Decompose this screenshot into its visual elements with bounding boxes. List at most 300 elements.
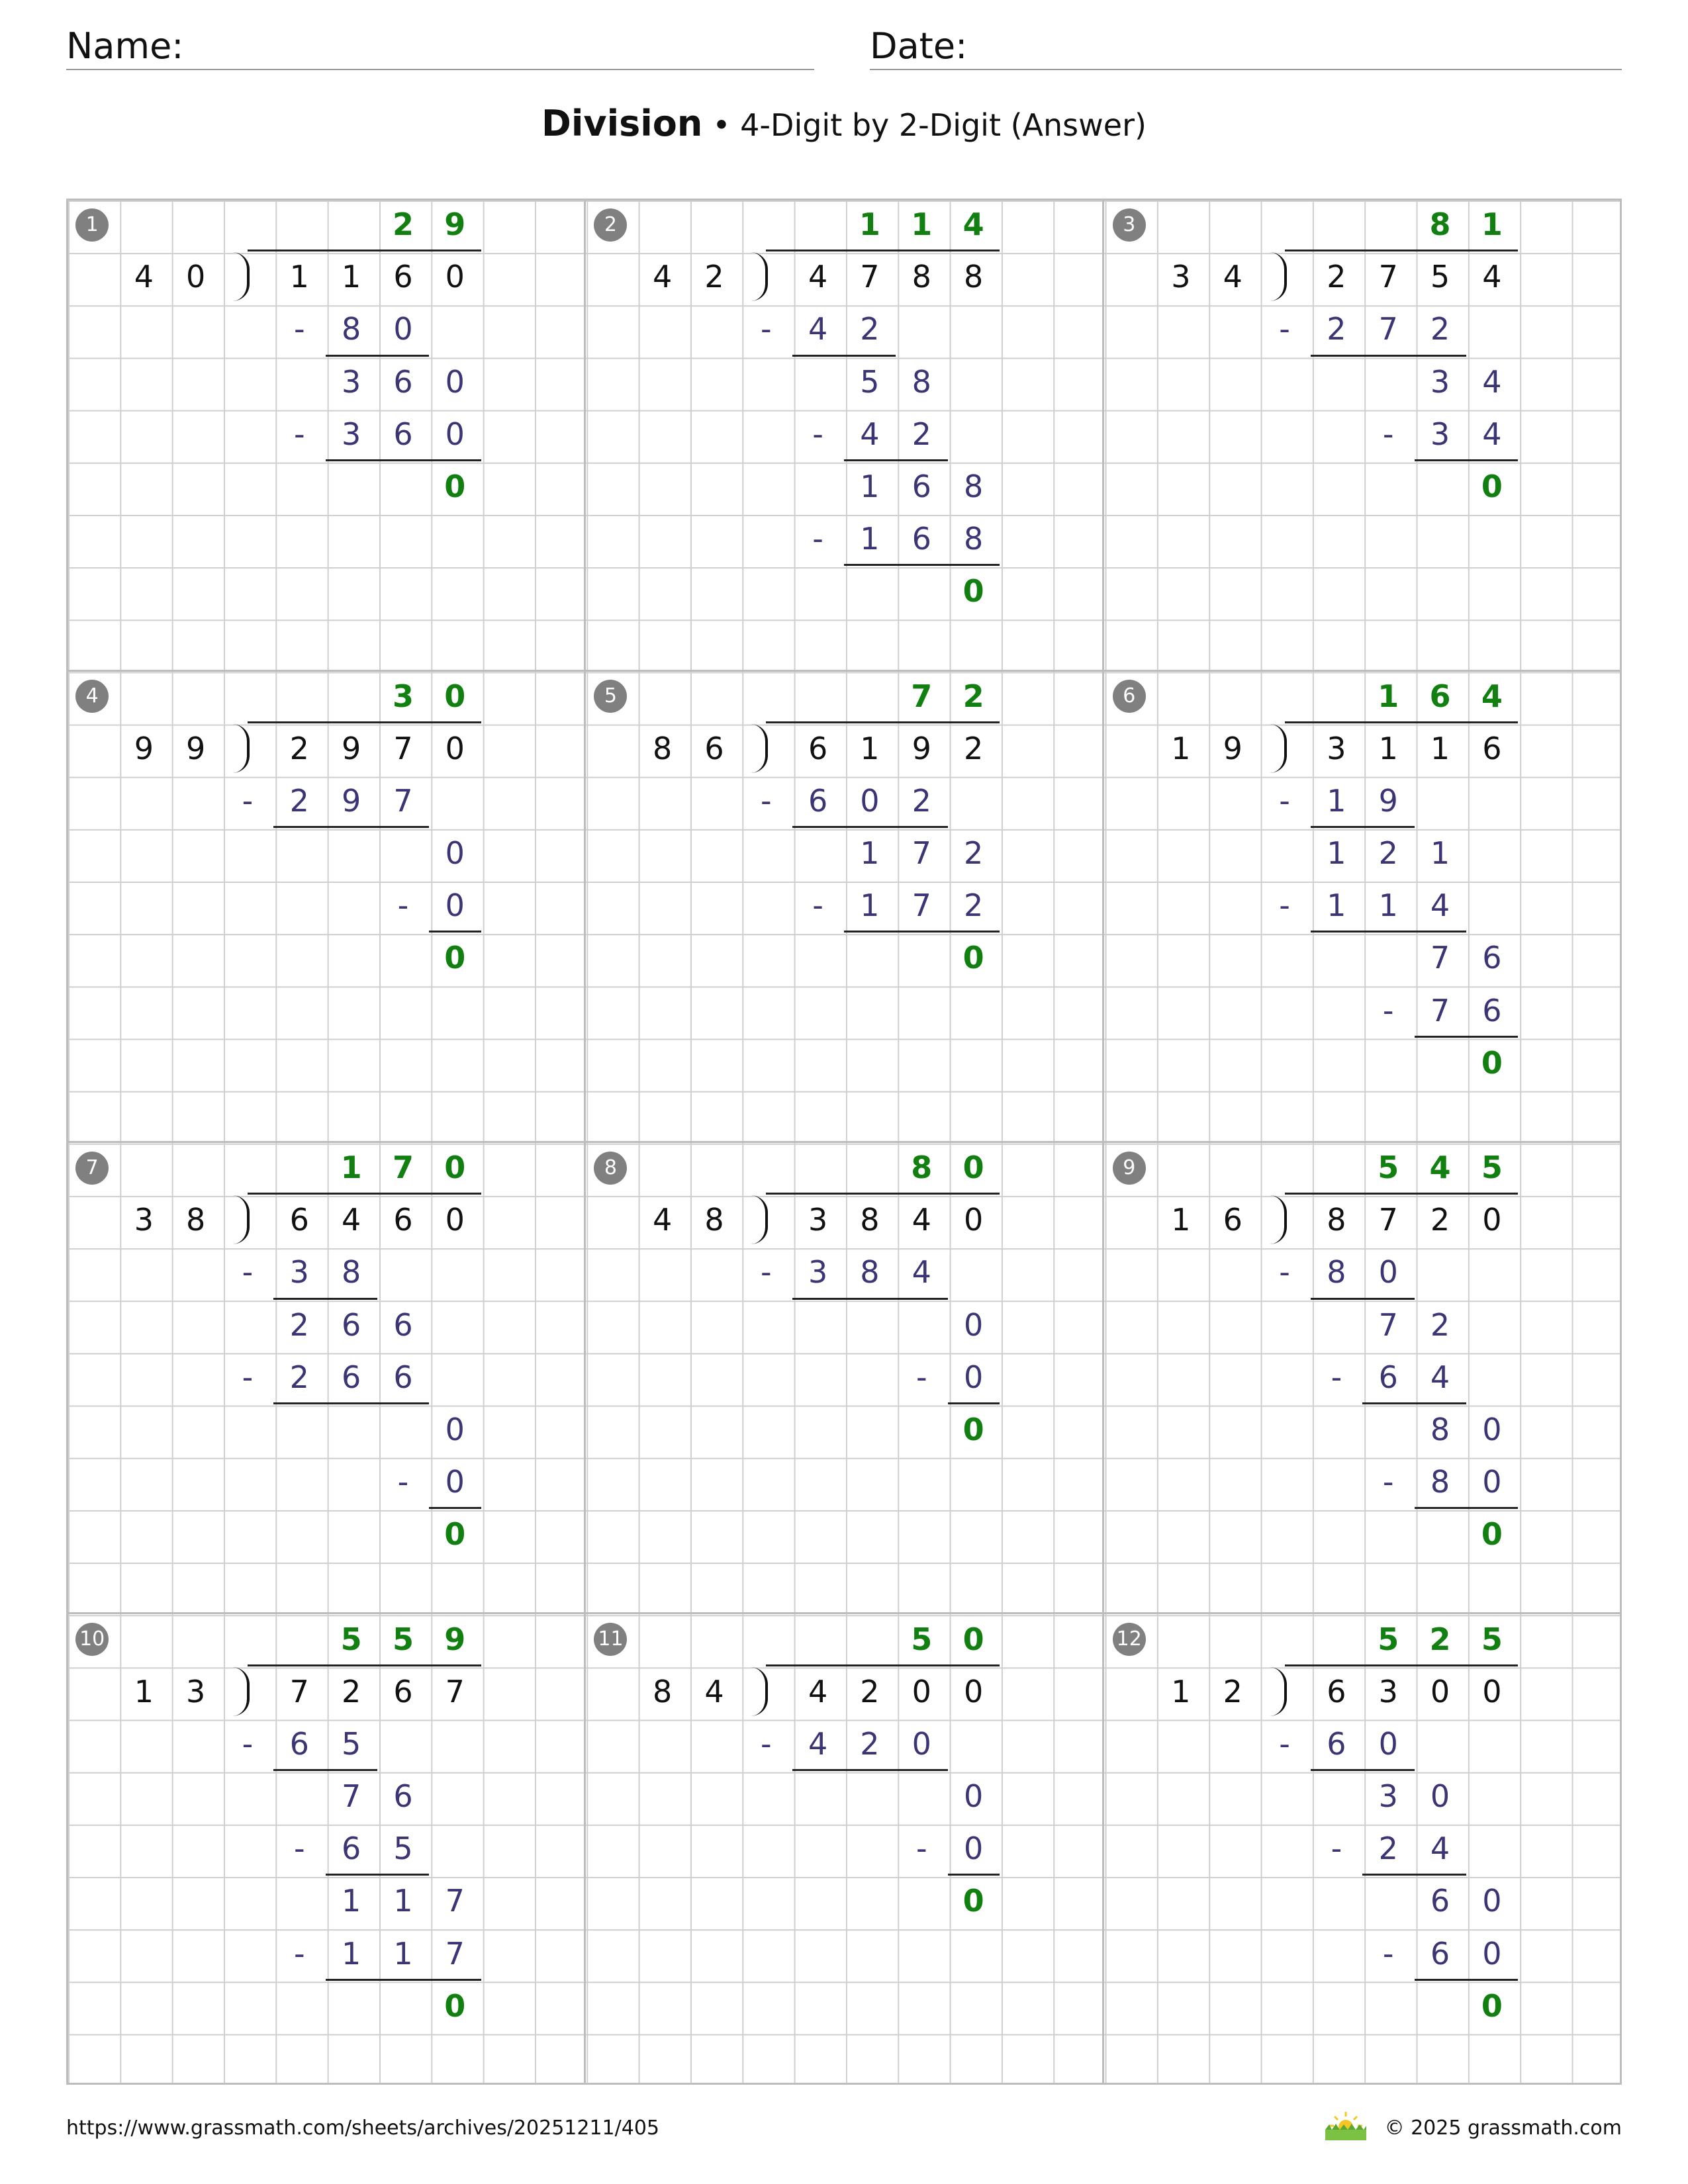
divisor-digit: 4 [652, 1202, 673, 1238]
division-problem-10 [66, 1614, 585, 2085]
partial-remainder-digit: 6 [393, 1778, 413, 1815]
dividend-digit: 1 [1378, 730, 1398, 766]
quotient-digit: 6 [1429, 678, 1451, 714]
subtracted-digit: 0 [963, 1831, 984, 1867]
subtracted-digit: 6 [1378, 1359, 1398, 1395]
minus-sign: - [1279, 311, 1290, 347]
division-problem-4 [66, 670, 585, 1142]
title-sub-text: 4-Digit by 2-Digit (Answer) [740, 107, 1147, 143]
dividend-digit: 0 [963, 1673, 984, 1709]
division-problem-2 [585, 199, 1103, 670]
division-problem-5 [585, 670, 1103, 1142]
subtracted-digit: 0 [445, 1464, 465, 1500]
quotient-digit: 2 [392, 206, 414, 242]
subtracted-digit: 6 [808, 782, 828, 819]
partial-remainder-digit: 1 [393, 1883, 413, 1919]
partial-remainder-digit: 6 [393, 363, 413, 400]
problem-number-badge: 1 [75, 208, 109, 242]
quotient-digit: 4 [1481, 678, 1503, 714]
dividend-digit: 6 [808, 730, 828, 766]
dividend-digit: 7 [289, 1673, 309, 1709]
division-bracket [1270, 252, 1287, 301]
dividend-digit: 7 [1378, 1202, 1398, 1238]
divisor-digit: 8 [652, 730, 673, 766]
subtracted-digit: 2 [289, 782, 309, 819]
minus-sign: - [812, 521, 823, 557]
worksheet-title [0, 103, 1688, 144]
division-problem-9 [1103, 1142, 1622, 1613]
partial-remainder-digit: 0 [445, 1411, 465, 1447]
subtracted-digit: 6 [342, 1831, 361, 1867]
dividend-digit: 6 [289, 1202, 309, 1238]
quotient-digit: 7 [392, 1150, 414, 1186]
problem-number-badge: 4 [75, 680, 109, 713]
subtracted-digit: 4 [1430, 1831, 1450, 1867]
minus-sign: - [242, 782, 254, 819]
dividend-digit: 3 [1327, 730, 1346, 766]
subtracted-digit: 0 [393, 311, 413, 347]
division-problem-6 [1103, 670, 1622, 1142]
divisor-digit: 0 [186, 259, 206, 295]
subtracted-digit: 1 [1327, 782, 1346, 819]
dividend-digit: 1 [860, 730, 880, 766]
minus-sign: - [760, 311, 772, 347]
divisor-digit: 4 [134, 259, 154, 295]
division-bracket [232, 1195, 250, 1244]
dividend-digit: 2 [1327, 259, 1346, 295]
subtracted-digit: 4 [808, 1725, 828, 1762]
partial-remainder-digit: 7 [1378, 1306, 1398, 1343]
division-problem-3 [1103, 199, 1622, 670]
partial-remainder-digit: 7 [445, 1883, 465, 1919]
subtracted-digit: 6 [393, 1359, 413, 1395]
quotient-digit: 0 [962, 1621, 984, 1657]
subtracted-digit: 4 [1482, 416, 1502, 452]
subtracted-digit: 7 [912, 887, 931, 924]
partial-remainder-digit: 0 [1482, 1883, 1502, 1919]
division-bracket [751, 252, 768, 301]
subtracted-digit: 7 [1430, 992, 1450, 1028]
partial-remainder-digit: 0 [963, 1778, 984, 1815]
problem-number-badge: 2 [594, 208, 627, 242]
quotient-digit: 4 [962, 206, 984, 242]
dividend-digit: 0 [445, 730, 465, 766]
subtracted-digit: 8 [860, 1254, 880, 1291]
minus-sign: - [1279, 887, 1290, 924]
partial-remainder-digit: 1 [1327, 835, 1346, 872]
partial-remainder-digit: 7 [1430, 940, 1450, 976]
subtracted-digit: 2 [860, 311, 880, 347]
subtracted-digit: 3 [289, 1254, 309, 1291]
subtracted-digit: 6 [912, 521, 931, 557]
minus-sign: - [397, 1464, 409, 1500]
minus-sign: - [1382, 416, 1394, 452]
division-bracket [751, 1667, 768, 1716]
partial-remainder-digit: 1 [860, 468, 880, 504]
dividend-digit: 7 [1378, 259, 1398, 295]
subtracted-digit: 7 [445, 1935, 465, 1972]
quotient-digit: 5 [340, 1621, 362, 1657]
dividend-digit: 0 [445, 1202, 465, 1238]
dividend-digit: 4 [342, 1202, 361, 1238]
subtracted-digit: 3 [808, 1254, 828, 1291]
footer-url[interactable]: https://www.grassmath.com/sheets/archives/20251211/405 [66, 2116, 660, 2140]
minus-sign: - [812, 416, 823, 452]
dividend-digit: 8 [1327, 1202, 1346, 1238]
minus-sign: - [294, 1935, 305, 1972]
subtracted-digit: 9 [1378, 782, 1398, 819]
minus-sign: - [915, 1359, 927, 1395]
subtracted-digit: 1 [393, 1935, 413, 1972]
subtracted-digit: 8 [342, 311, 361, 347]
subtracted-digit: 2 [1378, 1831, 1398, 1867]
partial-remainder-digit: 8 [912, 363, 931, 400]
division-problem-1 [66, 199, 585, 670]
minus-sign: - [760, 1254, 772, 1291]
partial-remainder-digit: 2 [1430, 1306, 1450, 1343]
partial-remainder-digit: 0 [1430, 1778, 1450, 1815]
subtracted-digit: 6 [289, 1725, 309, 1762]
quotient-digit: 5 [1378, 1150, 1399, 1186]
quotient-digit: 5 [911, 1621, 933, 1657]
sun-over-grass-icon [1324, 2110, 1368, 2142]
subtracted-digit: 0 [445, 887, 465, 924]
dividend-digit: 2 [289, 730, 309, 766]
subtracted-digit: 7 [393, 782, 413, 819]
dividend-digit: 4 [912, 1202, 931, 1238]
subtracted-digit: 4 [1430, 887, 1450, 924]
division-bracket [1270, 1195, 1287, 1244]
subtracted-digit: 3 [1430, 416, 1450, 452]
partial-remainder-digit: 1 [1430, 835, 1450, 872]
divisor-digit: 2 [1223, 1673, 1243, 1709]
partial-remainder-digit: 3 [342, 363, 361, 400]
subtracted-digit: 6 [1482, 992, 1502, 1028]
subtracted-digit: 6 [1430, 1935, 1450, 1972]
partial-remainder-digit: 6 [342, 1306, 361, 1343]
subtracted-digit: 2 [289, 1359, 309, 1395]
dividend-digit: 4 [808, 259, 828, 295]
final-remainder: 0 [1481, 1516, 1503, 1553]
name-field[interactable] [66, 23, 814, 70]
division-problem-7 [66, 1142, 585, 1613]
quotient-digit: 9 [444, 206, 466, 242]
final-remainder: 0 [962, 1411, 984, 1447]
minus-sign: - [1279, 1725, 1290, 1762]
minus-sign: - [915, 1831, 927, 1867]
minus-sign: - [760, 782, 772, 819]
subtracted-digit: 0 [1482, 1464, 1502, 1500]
dividend-digit: 4 [808, 1673, 828, 1709]
quotient-digit: 5 [1378, 1621, 1399, 1657]
subtracted-digit: 8 [1430, 1464, 1450, 1500]
division-problem-8 [585, 1142, 1103, 1613]
quotient-digit: 5 [1481, 1621, 1503, 1657]
division-bracket [232, 724, 250, 773]
division-problem-11 [585, 1614, 1103, 2085]
subtracted-digit: 1 [860, 521, 880, 557]
subtracted-digit: 1 [1378, 887, 1398, 924]
partial-remainder-digit: 0 [963, 1306, 984, 1343]
divisor-digit: 1 [1171, 730, 1191, 766]
subtracted-digit: 0 [1378, 1254, 1398, 1291]
minus-sign: - [812, 887, 823, 924]
subtracted-digit: 3 [342, 416, 361, 452]
divisor-digit: 3 [186, 1673, 206, 1709]
subtracted-digit: 8 [342, 1254, 361, 1291]
partial-remainder-digit: 2 [289, 1306, 309, 1343]
quotient-digit: 7 [911, 678, 933, 714]
quotient-digit: 1 [1378, 678, 1399, 714]
subtracted-digit: 1 [860, 887, 880, 924]
divisor-digit: 6 [1223, 1202, 1243, 1238]
quotient-digit: 8 [911, 1150, 933, 1186]
subtracted-digit: 0 [963, 1359, 984, 1395]
divisor-digit: 8 [186, 1202, 206, 1238]
dividend-digit: 2 [1430, 1202, 1450, 1238]
final-remainder: 0 [1481, 1987, 1503, 2024]
subtraction-rule [792, 1298, 948, 1300]
division-bracket [232, 1667, 250, 1716]
quotient-digit: 1 [911, 206, 933, 242]
subtracted-digit: 0 [912, 1725, 931, 1762]
subtracted-digit: 4 [808, 311, 828, 347]
partial-remainder-digit: 2 [1378, 835, 1398, 872]
divisor-digit: 9 [1223, 730, 1243, 766]
dividend-digit: 6 [393, 259, 413, 295]
minus-sign: - [1331, 1831, 1342, 1867]
dividend-digit: 0 [1482, 1202, 1502, 1238]
quotient-digit: 8 [1429, 206, 1451, 242]
subtracted-digit: 2 [860, 1725, 880, 1762]
quotient-digit: 1 [859, 206, 880, 242]
subtracted-digit: 2 [1430, 311, 1450, 347]
subtracted-digit: 5 [342, 1725, 361, 1762]
quotient-digit: 5 [392, 1621, 414, 1657]
dividend-digit: 2 [860, 1673, 880, 1709]
subtracted-digit: 0 [1482, 1935, 1502, 1972]
subtracted-digit: 6 [393, 416, 413, 452]
minus-sign: - [1382, 992, 1394, 1028]
partial-remainder-digit: 5 [860, 363, 880, 400]
dividend-digit: 5 [1430, 259, 1450, 295]
problem-number-badge: 8 [594, 1152, 627, 1185]
dividend-digit: 0 [445, 259, 465, 295]
subtracted-digit: 9 [342, 782, 361, 819]
name-label: Name: [66, 25, 184, 67]
subtraction-rule [273, 1402, 429, 1404]
partial-remainder-digit: 7 [912, 835, 931, 872]
problem-number-badge: 12 [1113, 1623, 1146, 1656]
minus-sign: - [242, 1254, 254, 1291]
dividend-digit: 1 [289, 259, 309, 295]
divisor-digit: 1 [134, 1673, 154, 1709]
subtracted-digit: 4 [860, 416, 880, 452]
date-label: Date: [870, 25, 968, 67]
subtracted-digit: 2 [912, 782, 931, 819]
final-remainder: 0 [962, 1883, 984, 1919]
final-remainder: 0 [1481, 468, 1503, 504]
partial-remainder-digit: 6 [912, 468, 931, 504]
dividend-digit: 4 [1482, 259, 1502, 295]
divisor-digit: 3 [134, 1202, 154, 1238]
title-main: Division [541, 103, 703, 144]
subtracted-digit: 0 [1378, 1725, 1398, 1762]
subtracted-digit: 1 [342, 1935, 361, 1972]
dividend-digit: 1 [342, 259, 361, 295]
dividend-digit: 0 [1430, 1673, 1450, 1709]
final-remainder: 0 [444, 1516, 466, 1553]
dividend-digit: 7 [445, 1673, 465, 1709]
quotient-digit: 1 [340, 1150, 362, 1186]
subtracted-digit: 6 [342, 1359, 361, 1395]
divisor-digit: 4 [1223, 259, 1243, 295]
divisor-digit: 8 [704, 1202, 724, 1238]
problem-number-badge: 11 [594, 1623, 627, 1656]
partial-remainder-digit: 8 [1430, 1411, 1450, 1447]
partial-remainder-digit: 8 [963, 468, 984, 504]
partial-remainder-digit: 7 [342, 1778, 361, 1815]
dividend-digit: 0 [912, 1673, 931, 1709]
problem-number-badge: 6 [1113, 680, 1146, 713]
partial-remainder-digit: 0 [1482, 1411, 1502, 1447]
dividend-digit: 0 [1482, 1673, 1502, 1709]
footer-copyright: © 2025 grassmath.com [1384, 2116, 1622, 2140]
subtracted-digit: 4 [912, 1254, 931, 1291]
dividend-digit: 6 [1327, 1673, 1346, 1709]
minus-sign: - [242, 1725, 254, 1762]
problem-number-badge: 7 [75, 1152, 109, 1185]
division-bracket [1270, 724, 1287, 773]
minus-sign: - [1279, 782, 1290, 819]
dividend-digit: 2 [963, 730, 984, 766]
partial-remainder-digit: 0 [445, 363, 465, 400]
subtracted-digit: 0 [860, 782, 880, 819]
partial-remainder-digit: 3 [1430, 363, 1450, 400]
divisor-digit: 9 [186, 730, 206, 766]
final-remainder: 0 [962, 940, 984, 976]
final-remainder: 0 [1481, 1044, 1503, 1081]
partial-remainder-digit: 6 [393, 1306, 413, 1343]
minus-sign: - [1279, 1254, 1290, 1291]
partial-remainder-digit: 3 [1378, 1778, 1398, 1815]
quotient-digit: 2 [962, 678, 984, 714]
dividend-digit: 9 [912, 730, 931, 766]
problem-number-badge: 3 [1113, 208, 1146, 242]
minus-sign: - [760, 1725, 772, 1762]
partial-remainder-digit: 1 [860, 835, 880, 872]
dividend-digit: 3 [1378, 1673, 1398, 1709]
minus-sign: - [294, 416, 305, 452]
dividend-digit: 9 [342, 730, 361, 766]
subtraction-rule [273, 826, 429, 828]
title-bullet: • [712, 107, 731, 143]
minus-sign: - [242, 1359, 254, 1395]
problem-number-badge: 9 [1113, 1152, 1146, 1185]
dividend-digit: 0 [963, 1202, 984, 1238]
quotient-digit: 0 [444, 678, 466, 714]
final-remainder: 0 [444, 940, 466, 976]
dividend-digit: 2 [342, 1673, 361, 1709]
subtraction-rule [792, 1769, 948, 1771]
minus-sign: - [1382, 1935, 1394, 1972]
subtracted-digit: 2 [1327, 311, 1346, 347]
subtracted-digit: 8 [1327, 1254, 1346, 1291]
quotient-digit: 4 [1429, 1150, 1451, 1186]
subtracted-digit: 5 [393, 1831, 413, 1867]
final-remainder: 0 [444, 1987, 466, 2024]
divisor-digit: 8 [652, 1673, 673, 1709]
subtracted-digit: 8 [963, 521, 984, 557]
dividend-digit: 6 [1482, 730, 1502, 766]
partial-remainder-digit: 6 [1430, 1883, 1450, 1919]
partial-remainder-digit: 2 [963, 835, 984, 872]
final-remainder: 0 [962, 573, 984, 610]
divisor-digit: 4 [652, 259, 673, 295]
dividend-digit: 3 [808, 1202, 828, 1238]
minus-sign: - [397, 887, 409, 924]
division-bracket [232, 252, 250, 301]
problem-number-badge: 10 [75, 1623, 109, 1656]
subtracted-digit: 2 [963, 887, 984, 924]
dividend-digit: 7 [393, 730, 413, 766]
dividend-digit: 1 [1430, 730, 1450, 766]
quotient-digit: 5 [1481, 1150, 1503, 1186]
divisor-digit: 4 [704, 1673, 724, 1709]
divisor-digit: 3 [1171, 259, 1191, 295]
subtracted-digit: 4 [1430, 1359, 1450, 1395]
subtracted-digit: 2 [912, 416, 931, 452]
dividend-digit: 8 [912, 259, 931, 295]
minus-sign: - [294, 1831, 305, 1867]
dividend-digit: 8 [860, 1202, 880, 1238]
quotient-digit: 3 [392, 678, 414, 714]
dividend-digit: 8 [963, 259, 984, 295]
divisor-digit: 2 [704, 259, 724, 295]
date-field[interactable] [870, 23, 1622, 70]
partial-remainder-digit: 0 [445, 835, 465, 872]
divisor-digit: 1 [1171, 1202, 1191, 1238]
subtracted-digit: 6 [1327, 1725, 1346, 1762]
dividend-digit: 6 [393, 1202, 413, 1238]
problem-number-badge: 5 [594, 680, 627, 713]
partial-remainder-digit: 4 [1482, 363, 1502, 400]
divisor-digit: 9 [134, 730, 154, 766]
division-problem-12 [1103, 1614, 1622, 2085]
dividend-digit: 6 [393, 1673, 413, 1709]
minus-sign: - [1382, 1464, 1394, 1500]
minus-sign: - [294, 311, 305, 347]
title-subtitle [712, 107, 1147, 143]
dividend-digit: 7 [860, 259, 880, 295]
subtracted-digit: 7 [1378, 311, 1398, 347]
final-remainder: 0 [444, 468, 466, 504]
quotient-digit: 1 [1481, 206, 1503, 242]
minus-sign: - [1331, 1359, 1342, 1395]
quotient-digit: 0 [962, 1150, 984, 1186]
subtracted-digit: 1 [1327, 887, 1346, 924]
partial-remainder-digit: 6 [1482, 940, 1502, 976]
divisor-digit: 1 [1171, 1673, 1191, 1709]
division-bracket [1270, 1667, 1287, 1716]
division-bracket [751, 724, 768, 773]
quotient-digit: 9 [444, 1621, 466, 1657]
divisor-digit: 6 [704, 730, 724, 766]
division-bracket [751, 1195, 768, 1244]
subtracted-digit: 0 [445, 416, 465, 452]
quotient-digit: 0 [444, 1150, 466, 1186]
partial-remainder-digit: 1 [342, 1883, 361, 1919]
